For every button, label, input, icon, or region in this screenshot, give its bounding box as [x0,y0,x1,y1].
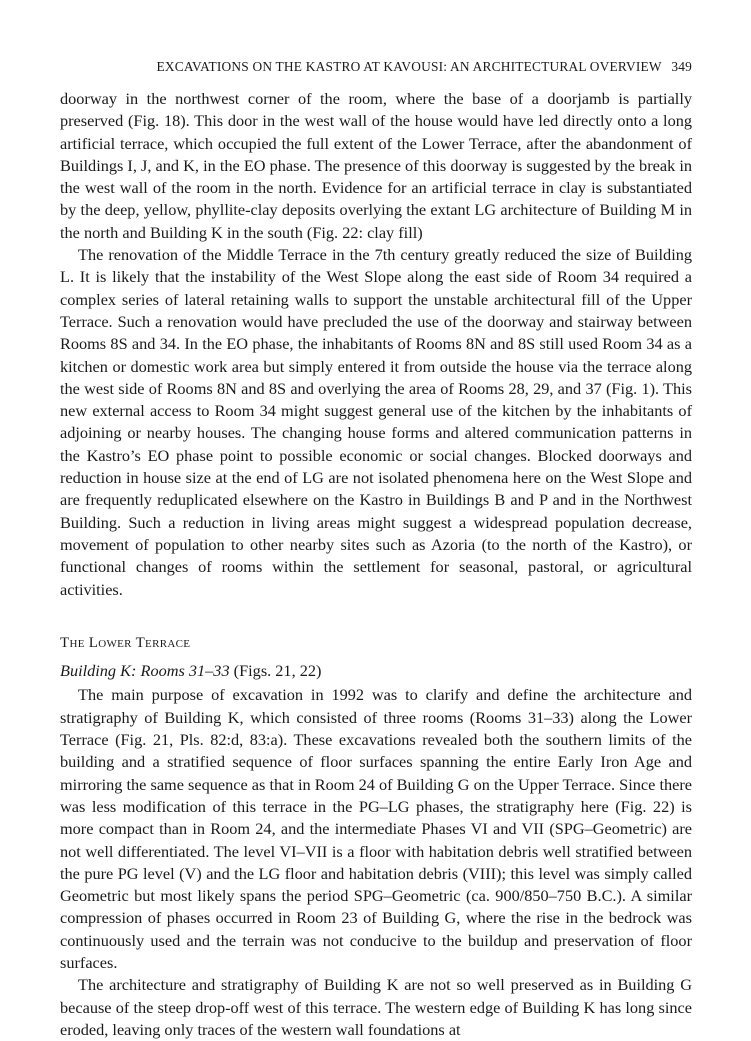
subsection-figs: (Figs. 21, 22) [233,661,322,681]
subsection-title: Building K: Rooms 31–33 [60,661,230,681]
running-head-title: EXCAVATIONS ON THE KASTRO AT KAVOUSI: AN ARCHITECTURAL OVERVIEW [156,59,662,74]
running-head [60,56,692,78]
paragraph: The main purpose of excavation in 1992 was to clarify and define the architecture and stratigraphy of Building K, which consisted of three rooms (Rooms 31–33) along the Lower Terrace (Fig. 21, Pls. 82:d, 83:a). These excavations revealed both the southern limits of the building and a stratified sequence of floor surfaces spanning the entire Early Iron Age and mirroring the same sequence as that in Room 24 of Building G on the Upper Terrace. Since there was less modification of this terrace in the PG–LG phases, the stratigraphy here (Fig. 22) is more compact than in Room 24, and the intermediate Phases VI and VII (SPG–Geometric) are not well differentiated. The level VI–VII is a floor with habitation debris well stratified between the pure PG level (V) and the LG floor and habitation debris (VIII); this level was simply called Geometric but most likely spans the period SPG–Geometric (ca. 900/850–750 B.C.). A similar compression of phases occurred in Room 23 of Building G, where the rise in the bedrock was continuously used and the terrain was not conducive to the buildup and preservation of floor surfaces. [60,685,692,972]
section-heading: The Lower Terrace [60,634,191,651]
subsection-heading [60,660,692,682]
page-number: 349 [671,59,692,74]
paragraph: The renovation of the Middle Terrace in the 7th century greatly reduced the size of Building L. It is likely that the instability of the West Slope along the east side of Room 34 required a complex series of lateral retaining walls to support the unstable architectural fill of the Upper Terrace. Such a renovation would have precluded the use of the doorway and stairway between Rooms 8S and 34. In the EO phase, the inhabitants of Rooms 8N and 8S still used Room 34 as a kitchen or domestic work area but simply entered it from outside the house via the terrace along the west side of Rooms 8N and 8S and overlying the area of Rooms 28, 29, and 37 (Fig. 1). This new external access to Room 34 might suggest general use of the kitchen by the inhabitants of adjoining or nearby houses. The changing house forms and altered communication patterns in the Kastro’s EO phase point to possible economic or social changes. Blocked doorways and reduction in house size at the end of LG are not isolated phenomena here on the West Slope and are frequently reduplicated elsewhere on the Kastro in Buildings B and P and in the Northwest Building. Such a reduction in living areas might suggest a widespread population decrease, movement of population to other nearby sites such as Azoria (to the north of the Kastro), or functional changes of rooms within the settlement for seasonal, pastoral, or agricultural activities. [60,245,692,599]
paragraph: doorway in the northwest corner of the room, where the base of a doorjamb is partially preserved (Fig. 18). This door in the west wall of the house would have led directly onto a long artificial terrace, which occupied the full extent of the Lower Terrace, after the abandonment of Buildings I, J, and K, in the EO phase. The presence of this doorway is suggested by the break in the west wall of the room in the north. Evidence for an artificial terrace in clay is substantiated by the deep, yellow, phyllite-clay deposits overlying the extant LG architecture of Building M in the north and Building K in the south (Fig. 22: clay fill) [60,89,692,242]
paragraph: The architecture and stratigraphy of Building K are not so well preserved as in Building G because of the steep drop-off west of this terrace. The western edge of Building K has long since eroded, leaving only traces of the western wall foundations at [60,975,692,1039]
body-text [60,88,692,1041]
